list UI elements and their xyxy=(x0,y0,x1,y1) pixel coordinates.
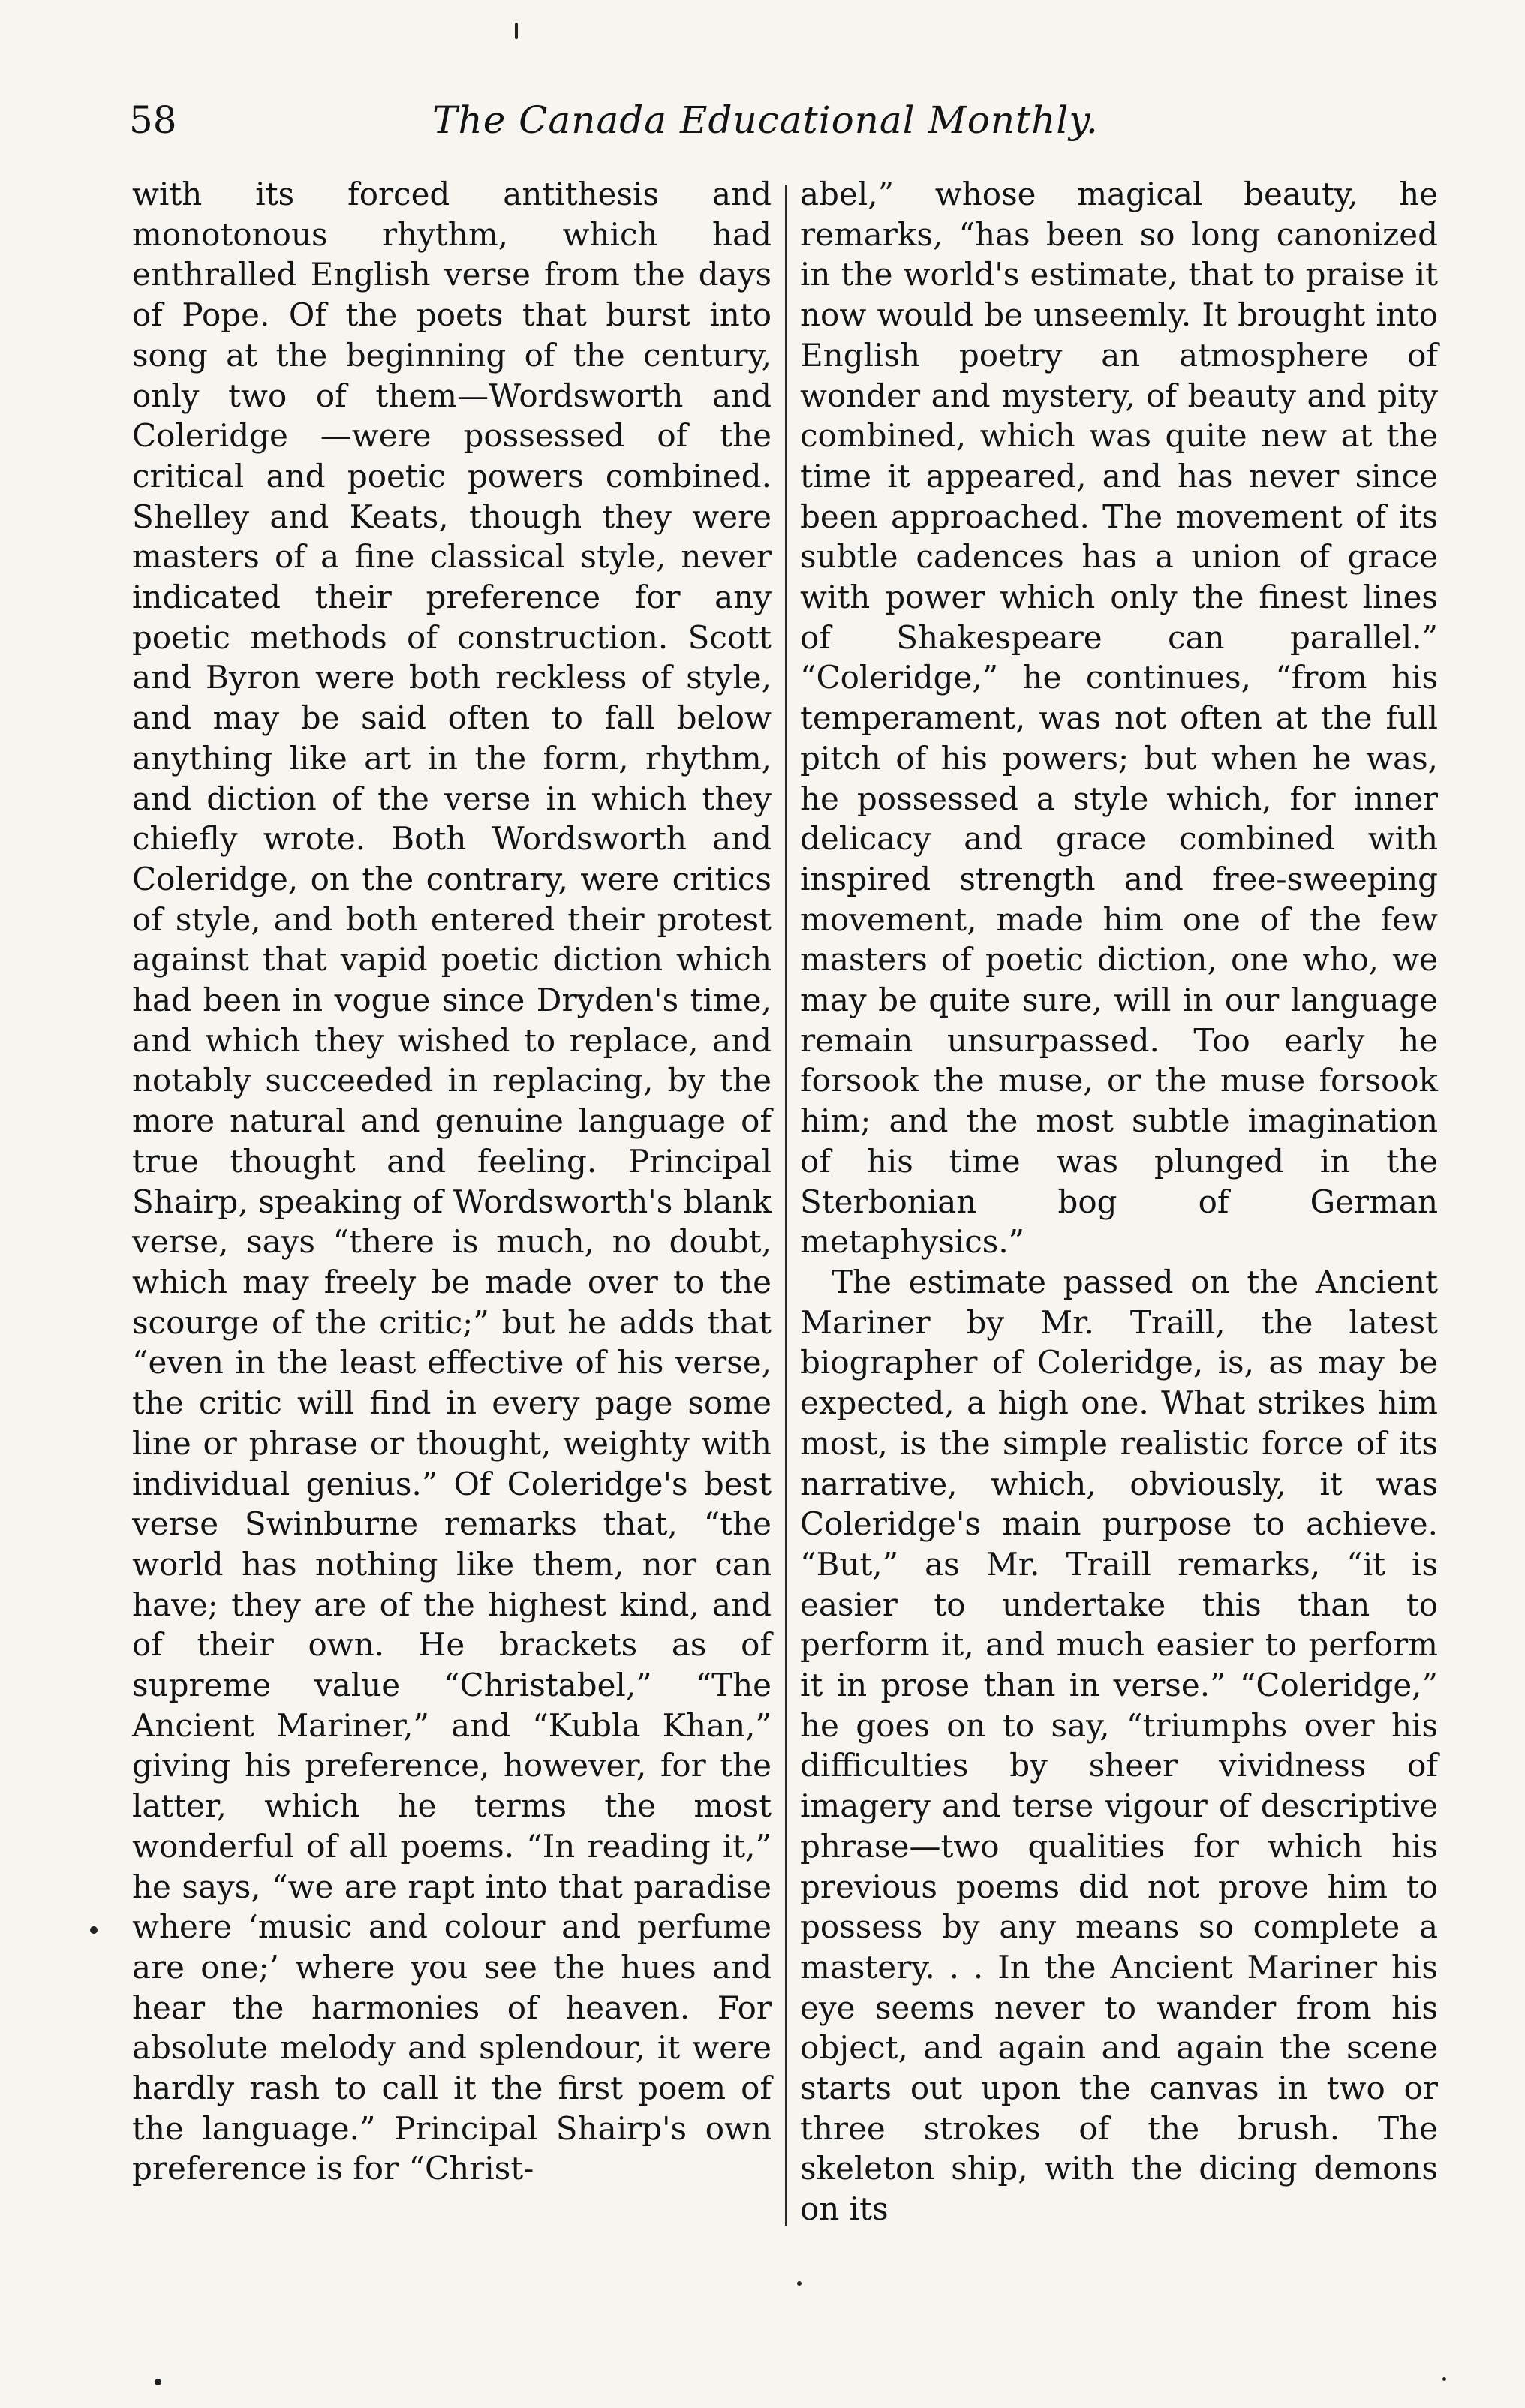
right-column xyxy=(800,174,1438,2229)
print-speck xyxy=(797,2281,802,2286)
print-speck xyxy=(155,2379,161,2385)
page-header xyxy=(120,90,1411,150)
column-divider xyxy=(785,185,787,2226)
running-title: The Canada Educational Monthly. xyxy=(432,98,1099,142)
paragraph: The estimate passed on the Ancient Mariner by Mr. Traill, the latest biographer of Coleridge, is, as may be expected, a high one. What strikes him most, is the simple realistic force of its narrative, which, obviously, it was Coleridge's main purpose to achieve. “But,” as Mr. Traill remarks, “it is easier to undertake this than to perform it, and much easier to perform it in prose than in verse.” “Coleridge,” he goes on to say, “triumphs over his difficulties by sheer vividness of imagery and terse vigour of descriptive phrase—two qualities for which his previous poems did not prove him to possess by any means so complete a mastery. . . In the Ancient Mariner his eye seems never to wander from his object, and again and again the scene starts out upon the canvas in two or three strokes of the brush. The skeleton ship, with the dicing demons on its xyxy=(800,1263,1438,2228)
print-speck xyxy=(90,1926,98,1934)
page-number: 58 xyxy=(129,98,177,142)
paragraph: with its forced antithesis and monotonous rhythm, which had enthralled English verse from the days of Pope. Of the poets that burst into song at the beginning of the century, only two of them—Wordsworth and Coleridge —were possessed of the critical and poetic powers combined. Shelley and Keats, though they were masters of a fine classical style, never indicated their preference for any poetic methods of construction. Scott and Byron were both reckless of style, and may be said often to fall below anything like art in the form, rhythm, and diction of the verse in which they chiefly wrote. Both Wordsworth and Coleridge, on the contrary, were critics of style, and both entered their protest against that vapid poetic diction which had been in vogue since Dryden's time, and which they wished to replace, and notably succeeded in replacing, by the more natural and genuine language of true thought and feeling. Principal Shairp, speaking of Wordsworth's blank verse, says “there is much, no doubt, which may freely be made over to the scourge of the critic;” but he adds that “even in the least effective of his verse, the critic will find in every page some line or phrase or thought, weighty with individual genius.” Of Coleridge's best verse Swinburne remarks that, “the world has nothing like them, nor can have; they are of the highest kind, and of their own. He brackets as of supreme value “Christabel,” “The Ancient Mariner,” and “Kubla Khan,” giving his preference, however, for the latter, which he terms the most wonderful of all poems. “In reading it,” he says, “we are rapt into that paradise where ‘music and colour and perfume are one;’ where you see the hues and hear the harmonies of heaven. For absolute melody and splendour, it were hardly rash to call it the first poem of the language.” Principal Shairp's own preference is for “Christ- xyxy=(132,176,772,2187)
print-speck xyxy=(515,23,518,39)
left-column xyxy=(132,174,772,2189)
paragraph: abel,” whose magical beauty, he remarks, “has been so long canonized in the world's estimate, that to praise it now would be unseemly. It brought into English poetry an atmosphere of wonder and mystery, of beauty and pity combined, which was quite new at the time it appeared, and has never since been approached. The movement of its subtle cadences has a union of grace with power which only the finest lines of Shakespeare can parallel.” “Coleridge,” he continues, “from his temperament, was not often at the full pitch of his powers; but when he was, he possessed a style which, for inner delicacy and grace combined with inspired strength and free-sweeping movement, made him one of the few masters of poetic diction, one who, we may be quite sure, will in our language remain unsurpassed. Too early he forsook the muse, or the muse forsook him; and the most subtle imagination of his time was plunged in the Sterbonian bog of German metaphysics.” xyxy=(800,176,1438,1261)
print-speck xyxy=(1442,2377,1446,2381)
